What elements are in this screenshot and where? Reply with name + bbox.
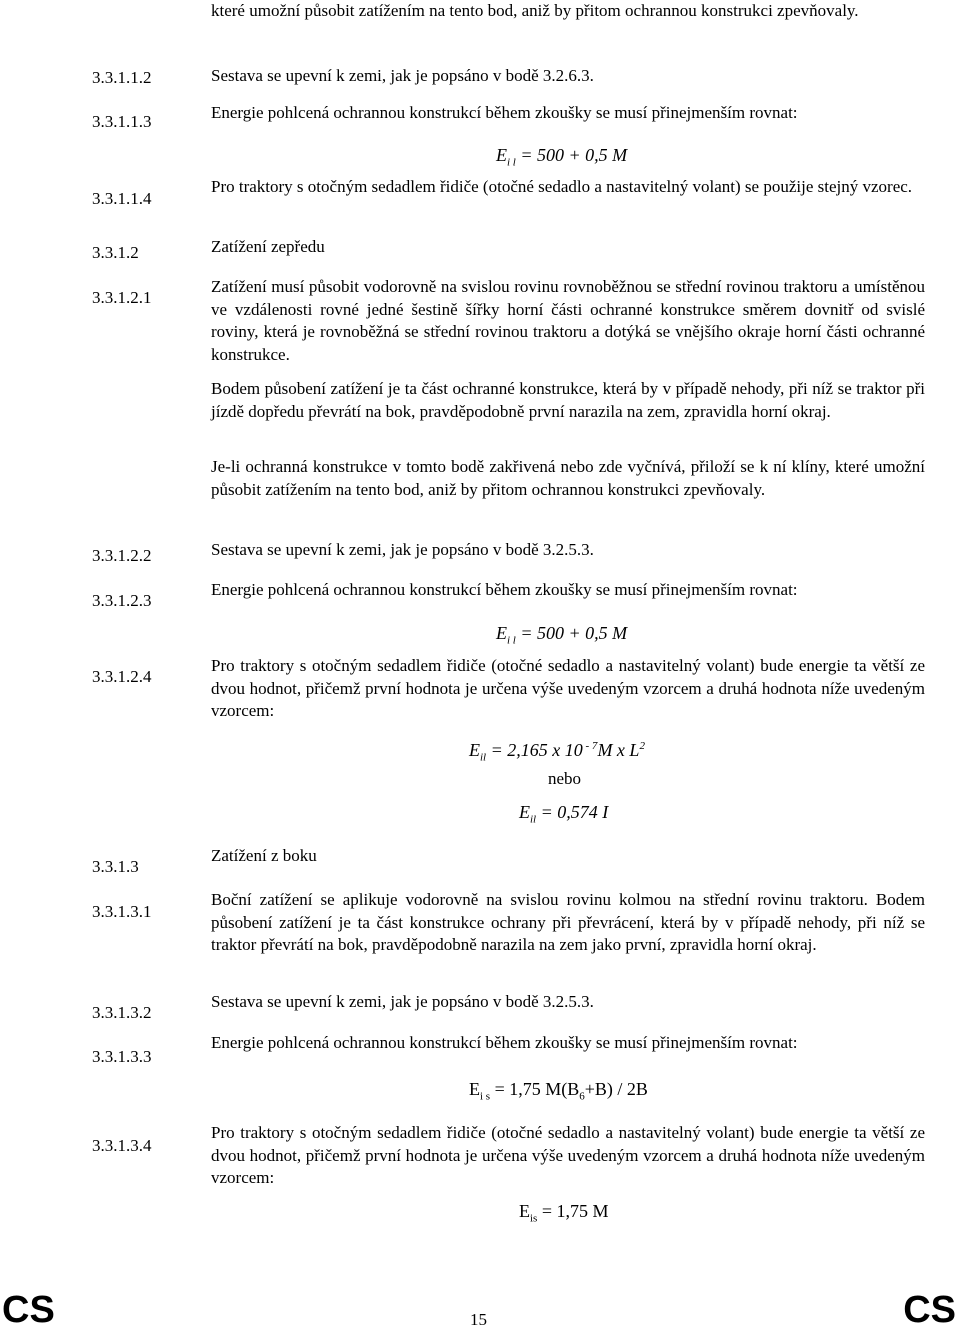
formula-energy-side-2: $E_{is} = 1,75$ M <box>519 1201 609 1225</box>
section-number: 3.3.1.2.4 <box>92 667 152 686</box>
formula-energy-front: $E_{i l} = 500 + 0,5$ M <box>496 145 628 169</box>
footer-language-code-right: CS <box>903 1289 956 1331</box>
section-number: 3.3.1.2.1 <box>92 288 152 307</box>
section-text: Pro traktory s otočným sedadlem řidiče (otočné sedadlo a nastavitelný volant) bude energie ta větší ze dvou hodnot, přičemž první hodnota je určena výše uvedeným vzorcem a druhá hodnota níže uvedeným vzorcem: <box>211 656 925 720</box>
page-number: 15 <box>470 1310 487 1329</box>
section-text: Pro traktory s otočným sedadlem řidiče (otočné sedadlo a nastavitelný volant) bude energie ta větší ze dvou hodnot, přičemž první hodnota je určena výše uvedeným vzorcem a druhá hodnota níže uvedeným vzorcem: <box>211 1123 925 1187</box>
section-text: Boční zatížení se aplikuje vodorovně na svislou rovinu kolmou na střední rovinu traktoru. Bodem působení zatížení je ta část konstrukce ochrany při převrácení, která by v případě nehody, při níž se traktor převrátí na bok, pravděpodobně narazila na zem jako první, zpravidla horní okraj. <box>211 890 925 954</box>
section-number: 3.3.1.2.2 <box>92 546 152 565</box>
section-text: Zatížení musí působit vodorovně na svislou rovinu rovnoběžnou se střední rovinou traktoru a umístěnou ve vzdálenosti rovné jedné šestině šířky horní části ochranné konstrukce směrem dovnitř od svislé roviny, která je rovnoběžná se střední rovinou traktoru a dotýká se vnějšího okraje horní části ochranné konstrukce. <box>211 277 925 364</box>
section-number: 3.3.1.2.3 <box>92 591 152 610</box>
section-text: Sestava se upevní k zemi, jak je popsáno v bodě 3.2.5.3. <box>211 992 594 1011</box>
section-text: Je-li ochranná konstrukce v tomto bodě zakřivená nebo zde vyčnívá, přiloží se k ní klíny, které umožní působit zatížením na tento bod, aniž by přitom ochrannou konstrukci zpevňovaly. <box>211 457 925 499</box>
section-heading: Zatížení zepředu <box>211 237 325 256</box>
section-text: Sestava se upevní k zemi, jak je popsáno v bodě 3.2.6.3. <box>211 66 594 85</box>
formula-energy-length: $E_{il} = 2,165$ x 10 $^{- 7}$M x $L^2$ <box>469 740 645 764</box>
section-number: 3.3.1.3.1 <box>92 902 152 921</box>
section-number: 3.3.1.3.3 <box>92 1047 152 1066</box>
section-number: 3.3.1.1.4 <box>92 189 152 208</box>
section-number: 3.3.1.1.2 <box>92 68 152 87</box>
section-text: Energie pohlcená ochrannou konstrukcí během zkoušky se musí přinejmenším rovnat: <box>211 1033 798 1052</box>
formula-energy-side: $E_{i s} = 1,75$ $M(B_6+B) / 2B$ <box>469 1079 648 1103</box>
section-text: Energie pohlcená ochrannou konstrukcí během zkoušky se musí přinejmenším rovnat: <box>211 580 798 599</box>
continuation-paragraph: které umožní působit zatížením na tento bod, aniž by přitom ochrannou konstrukci zpevňovaly. <box>211 1 859 20</box>
footer-language-code-left: CS <box>2 1289 55 1331</box>
formula-energy-inertia: $E_{il} = 0,574$ I <box>519 802 609 826</box>
section-heading: Zatížení z boku <box>211 846 317 865</box>
section-number: 3.3.1.3 <box>92 857 139 876</box>
section-number: 3.3.1.1.3 <box>92 112 152 131</box>
section-number: 3.3.1.3.2 <box>92 1003 152 1022</box>
section-number: 3.3.1.3.4 <box>92 1136 152 1155</box>
formula-or: nebo <box>548 769 582 788</box>
formula-energy-front-2: $E_{i l} = 500 + 0,5$ M <box>496 623 628 647</box>
section-text: Energie pohlcená ochrannou konstrukcí během zkoušky se musí přinejmenším rovnat: <box>211 103 798 122</box>
section-text: Sestava se upevní k zemi, jak je popsáno v bodě 3.2.5.3. <box>211 540 594 559</box>
section-number: 3.3.1.2 <box>92 243 139 262</box>
section-text: Bodem působení zatížení je ta část ochranné konstrukce, která by v případě nehody, při níž se traktor při jízdě dopředu převrátí na bok, pravděpodobně první narazila na zem, zpravidla horní okraj. <box>211 379 925 421</box>
section-text: Pro traktory s otočným sedadlem řidiče (otočné sedadlo a nastavitelný volant) se použije stejný vzorec. <box>211 177 913 196</box>
